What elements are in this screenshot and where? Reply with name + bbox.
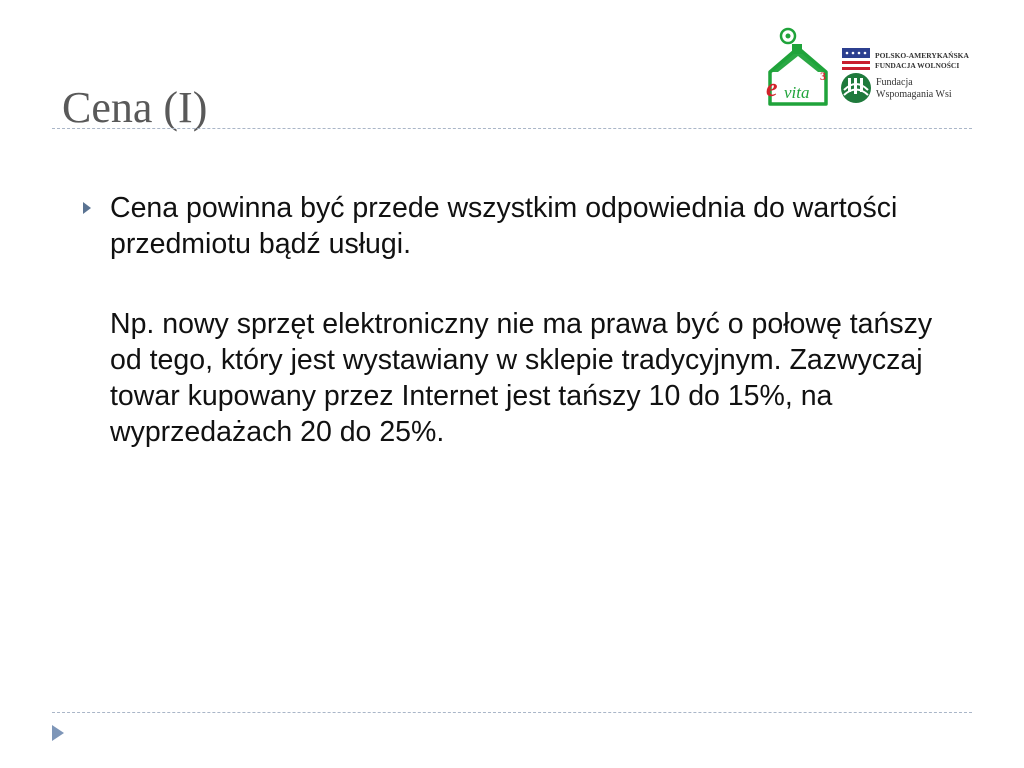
slide-title: Cena (I) — [62, 83, 208, 132]
evita-superscript: 3 — [820, 69, 826, 83]
pafw-line2: FUNDACJA WOLNOŚCI — [875, 61, 960, 70]
evita-logo — [766, 29, 826, 104]
footer-divider — [52, 712, 972, 713]
fww-line2: Wspomagania Wsi — [876, 89, 952, 100]
sponsor-logos — [764, 26, 974, 110]
evita-text-vita: vita — [784, 83, 810, 102]
pafw-line1: POLSKO-AMERYKAŃSKA — [875, 51, 969, 60]
pafw-logo — [842, 48, 969, 70]
triangle-right-nav-icon[interactable] — [52, 725, 64, 741]
example-paragraph: Np. nowy sprzęt elektroniczny nie ma prawa być o połowę tańszy od tego, który jest wystawiany w sklepie tradycyjnym. Zazwyczaj towar kupowany przez Internet jest tańszy 10 do 15%, na wyprzedażach 20 do 25%. — [110, 308, 933, 448]
evita-letter-e: e — [766, 73, 778, 102]
triangle-right-bullet-icon — [83, 202, 91, 214]
bullet-text: Cena powinna być przede wszystkim odpowiednia do wartości przedmiotu bądź usługi. — [110, 192, 898, 260]
fww-line1: Fundacja — [876, 77, 913, 88]
slide-content — [110, 190, 960, 450]
bullet-item — [110, 190, 960, 262]
fww-emblem-icon — [841, 73, 871, 103]
fww-logo — [841, 73, 952, 103]
title-divider — [52, 128, 972, 129]
pafw-emblem-icon — [842, 48, 870, 70]
